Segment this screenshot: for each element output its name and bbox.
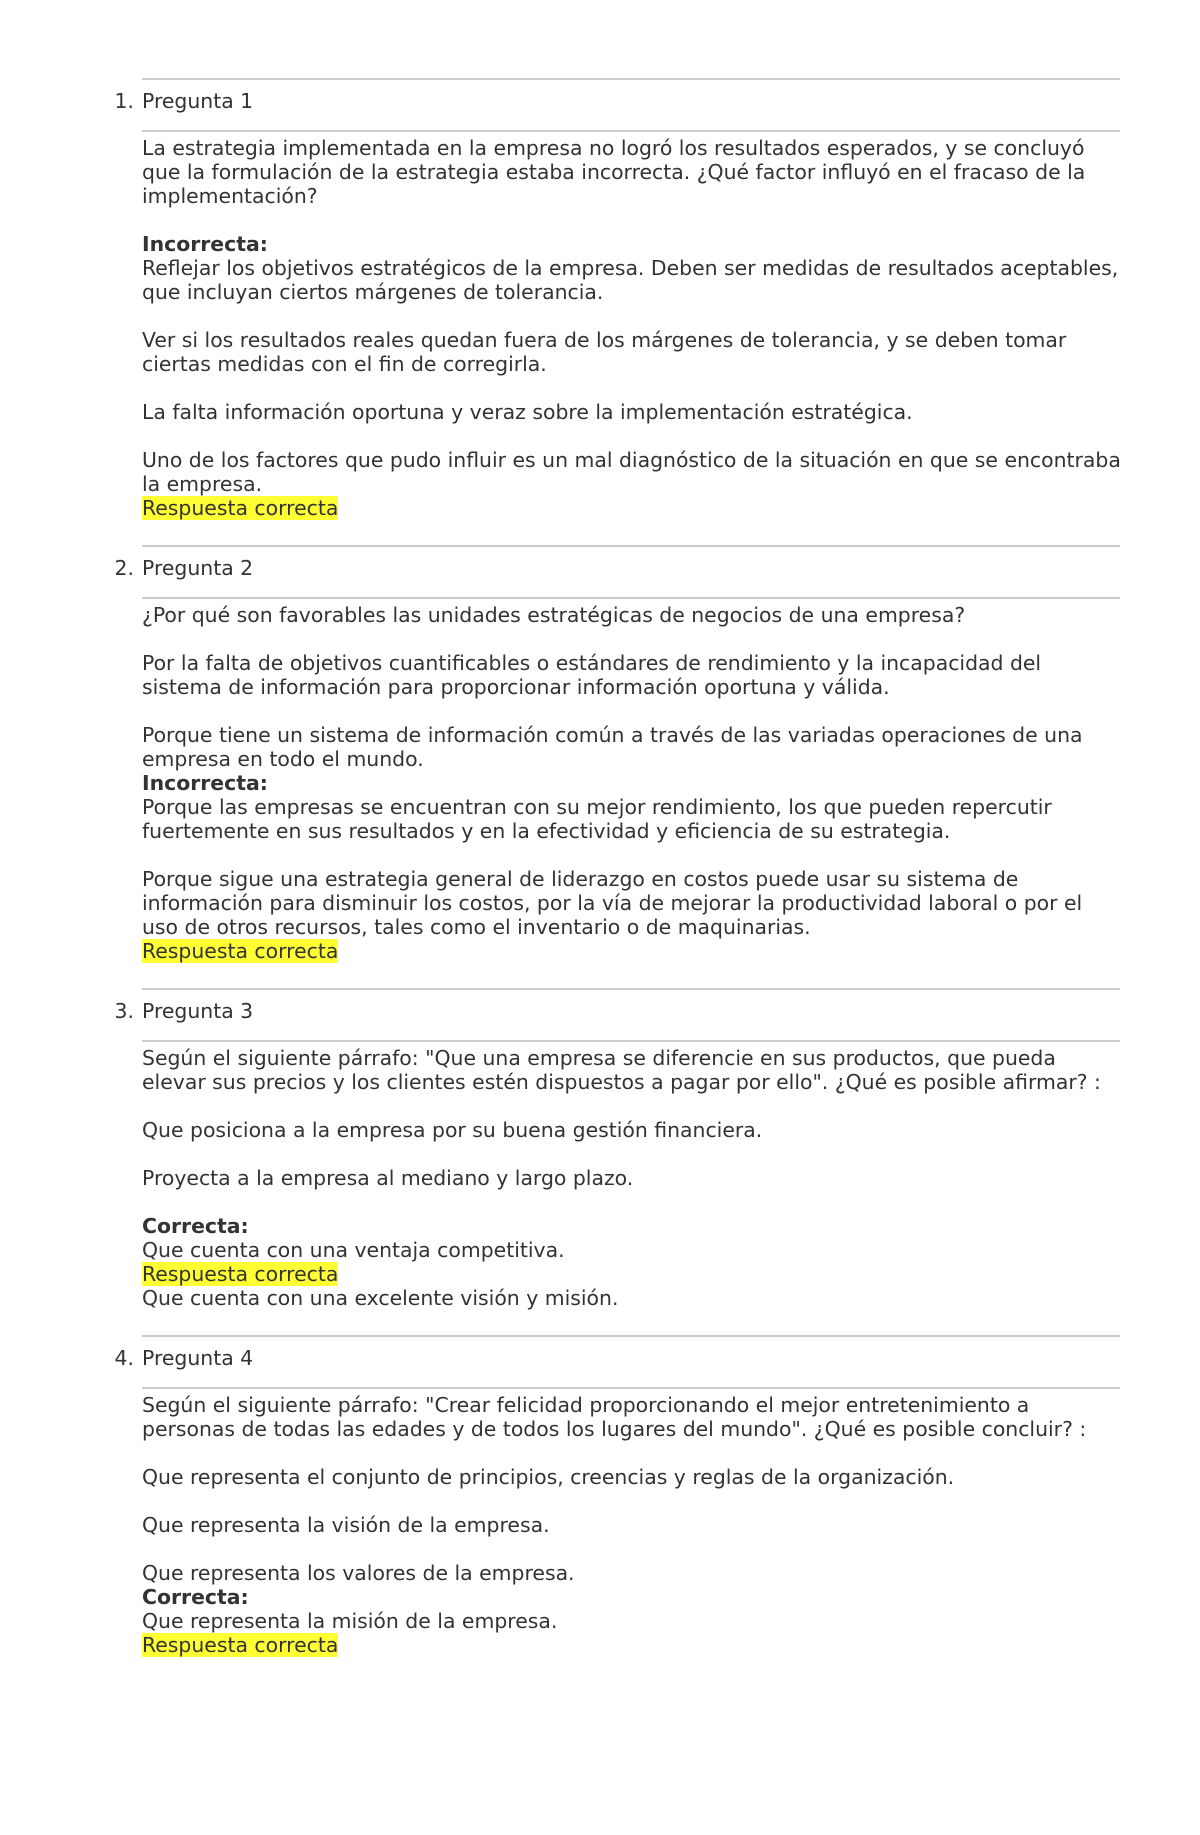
correct-answer-label: Respuesta correcta	[142, 496, 339, 520]
divider	[142, 1387, 1120, 1389]
correct-answer-block	[142, 1633, 1122, 1657]
correct-answer-label: Respuesta correcta	[142, 1262, 339, 1286]
question-body	[142, 1046, 1122, 1310]
divider	[142, 1040, 1120, 1042]
question-body	[142, 1393, 1122, 1657]
correct-answer-block	[142, 939, 1122, 963]
question-text: Según el siguiente párrafo: "Crear felicidad proporcionando el mejor entretenimiento a personas de todas las edades y de todos los lugares del mundo". ¿Qué es posible concluir? :	[142, 1393, 1087, 1441]
question-text: Según el siguiente párrafo: "Que una empresa se diferencie en sus productos, que pueda elevar sus precios y los clientes estén dispuestos a pagar por ello". ¿Qué es posible afirmar? :	[142, 1046, 1101, 1094]
answer-option: Que cuenta con una excelente visión y misión.	[142, 1286, 619, 1310]
answer-verdict-block	[142, 232, 1122, 304]
question-text: ¿Por qué son favorables las unidades estratégicas de negocios de una empresa?	[142, 603, 966, 627]
divider	[142, 130, 1120, 132]
question-number: 3.	[114, 999, 134, 1023]
question-text: La estrategia implementada en la empresa no logró los resultados esperados, y se concluyó que la formulación de la estrategia estaba incorrecta. ¿Qué factor influyó en el fracaso de la implementación?	[142, 136, 1086, 208]
answer-verdict-block	[142, 1585, 1122, 1633]
correct-answer-block	[142, 1262, 1122, 1286]
answer-option: Que representa el conjunto de principios, creencias y reglas de la organización.	[142, 1465, 955, 1489]
answer-verdict-block	[142, 1214, 1122, 1262]
answer-verdict: Incorrecta:	[142, 232, 268, 256]
divider	[142, 988, 1120, 990]
answer-option: Porque tiene un sistema de información común a través de las variadas operaciones de una empresa en todo el mundo.	[142, 723, 1083, 771]
question-title: Pregunta 1	[142, 89, 254, 113]
answer-option: Que representa la visión de la empresa.	[142, 1513, 550, 1537]
question-title: Pregunta 4	[142, 1346, 254, 1370]
answer-option: La falta información oportuna y veraz sobre la implementación estratégica.	[142, 400, 913, 424]
question-title: Pregunta 2	[142, 556, 254, 580]
answer-option: Que cuenta con una ventaja competitiva.	[142, 1238, 565, 1262]
answer-option: Que posiciona a la empresa por su buena gestión financiera.	[142, 1118, 763, 1142]
answer-option: Reflejar los objetivos estratégicos de la empresa. Deben ser medidas de resultados aceptables, que incluyan ciertos márgenes de tolerancia.	[142, 256, 1119, 304]
answer-option: Porque sigue una estrategia general de liderazgo en costos puede usar su sistema de información para disminuir los costos, por la vía de mejorar la productividad laboral o por el uso de otros recursos, tales como el inventario o de maquinarias.	[142, 867, 1083, 939]
divider	[142, 1335, 1120, 1337]
answer-option: Porque las empresas se encuentran con su mejor rendimiento, los que pueden repercutir fuertemente en sus resultados y en la efectividad y eficiencia de su estrategia.	[142, 795, 1052, 843]
divider	[142, 78, 1120, 80]
correct-answer-label: Respuesta correcta	[142, 1633, 339, 1657]
question-number: 2.	[114, 556, 134, 580]
question-title: Pregunta 3	[142, 999, 254, 1023]
question-number: 1.	[114, 89, 134, 113]
answer-option: Que representa los valores de la empresa.	[142, 1561, 575, 1585]
answer-verdict: Correcta:	[142, 1214, 249, 1238]
answer-verdict-block	[142, 771, 1122, 843]
question-body	[142, 603, 1122, 963]
answer-option: Ver si los resultados reales quedan fuera de los márgenes de tolerancia, y se deben tomar ciertas medidas con el fin de corregirla.	[142, 328, 1067, 376]
answer-verdict: Incorrecta:	[142, 771, 268, 795]
correct-answer-label: Respuesta correcta	[142, 939, 339, 963]
divider	[142, 545, 1120, 547]
answer-verdict: Correcta:	[142, 1585, 249, 1609]
answer-option: Por la falta de objetivos cuantificables o estándares de rendimiento y la incapacidad del sistema de información para proporcionar información oportuna y válida.	[142, 651, 1042, 699]
answer-option: Que representa la misión de la empresa.	[142, 1609, 558, 1633]
answer-option: Proyecta a la empresa al mediano y largo plazo.	[142, 1166, 634, 1190]
divider	[142, 597, 1120, 599]
question-body	[142, 136, 1122, 520]
answer-option: Uno de los factores que pudo influir es un mal diagnóstico de la situación en que se encontraba la empresa.	[142, 448, 1121, 496]
question-number: 4.	[114, 1346, 134, 1370]
correct-answer-block	[142, 496, 1122, 520]
